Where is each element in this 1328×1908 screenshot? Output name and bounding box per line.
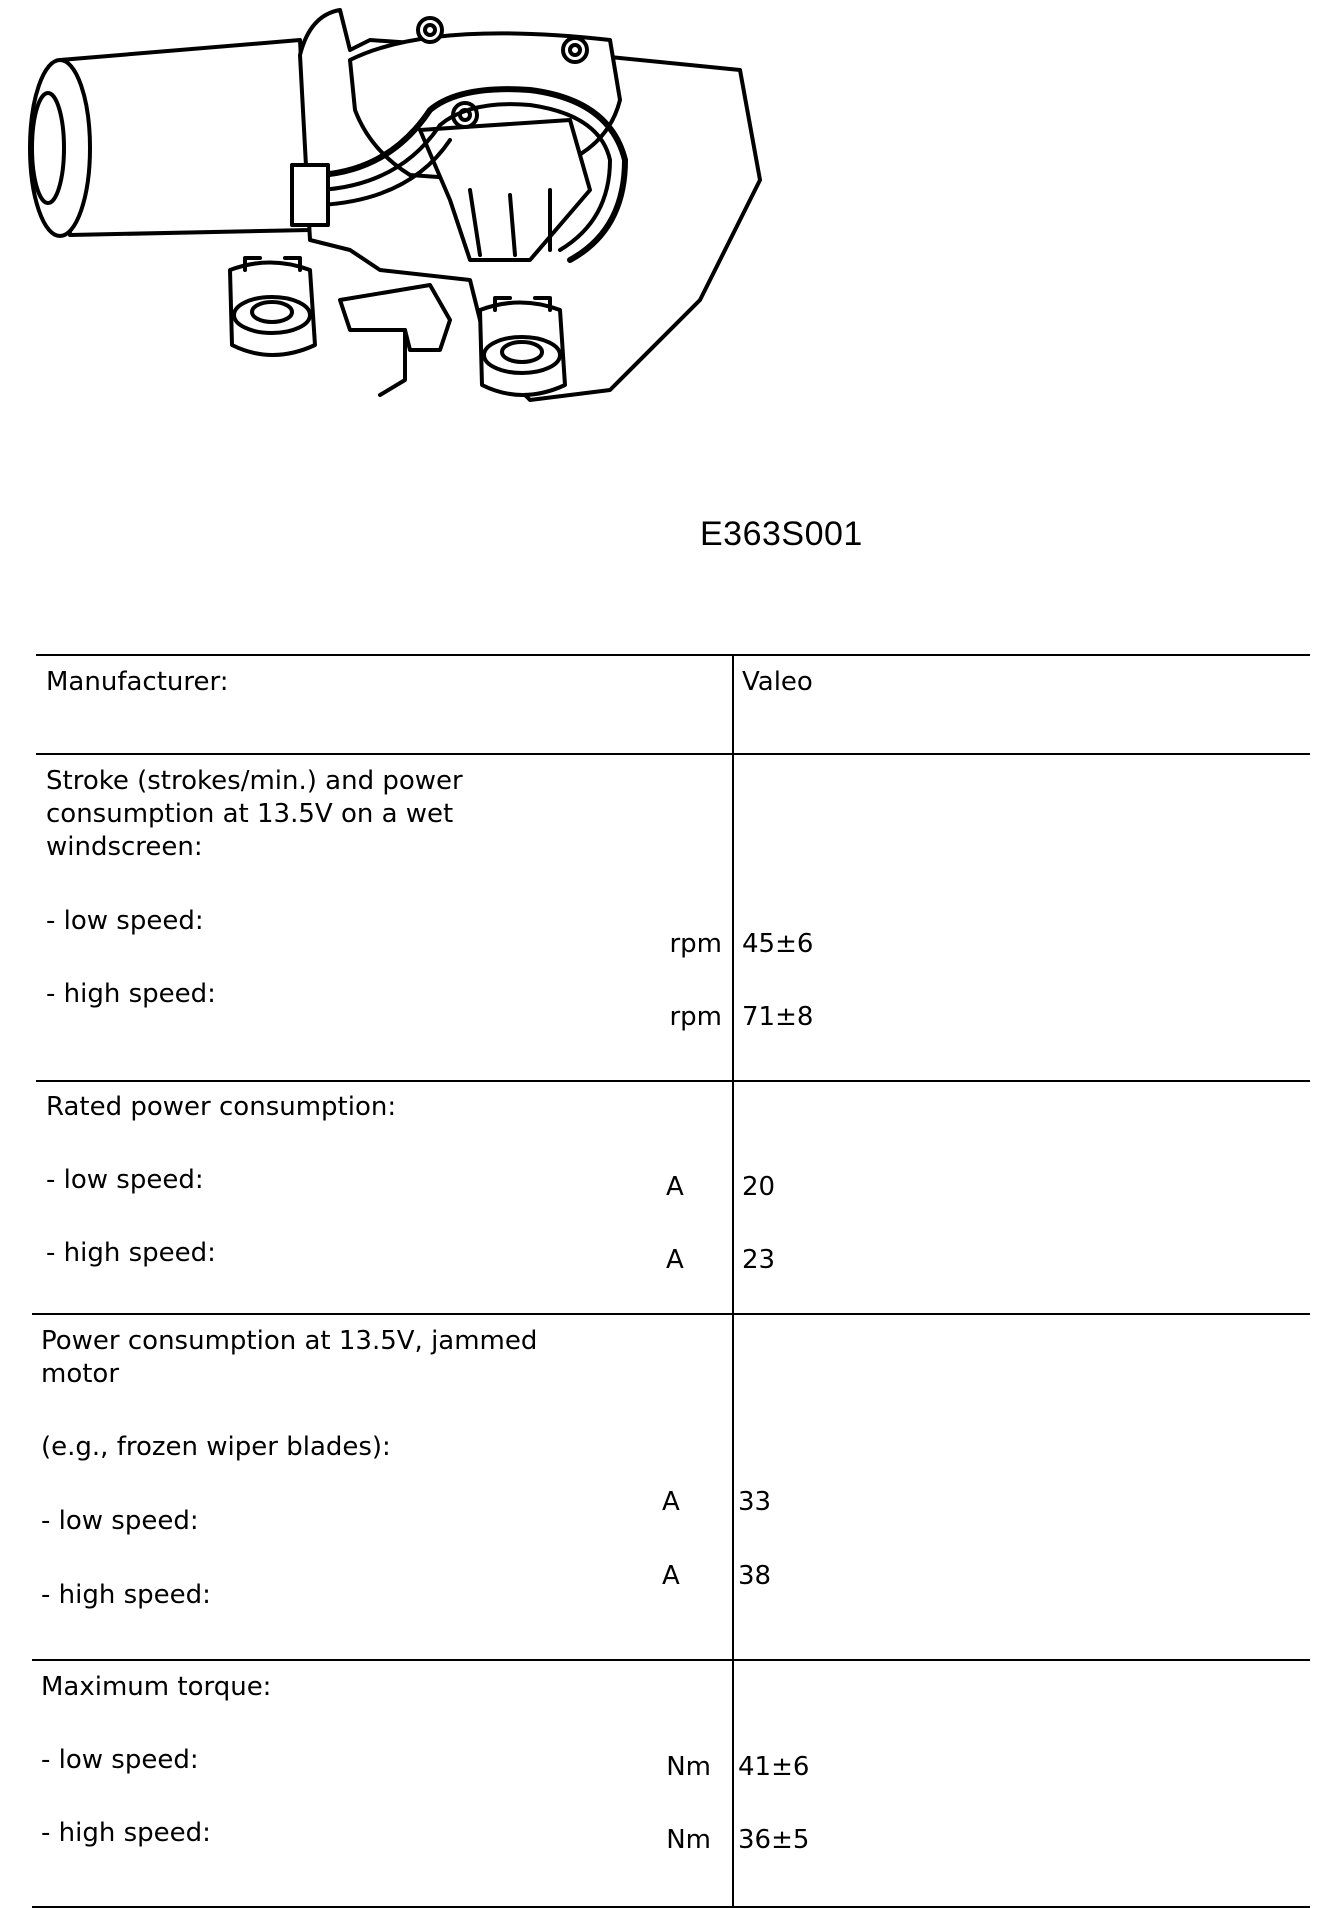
stroke-low-label: - low speed: [46, 906, 204, 936]
stroke-heading-line: consumption at 13.5V on a wet [46, 799, 454, 829]
stroke-high-value: 71±8 [742, 1002, 814, 1032]
jammed-low-unit: A [662, 1487, 680, 1517]
rated-high-label: - high speed: [46, 1238, 216, 1268]
wiper-motor-illustration [10, 0, 770, 440]
rated-high-value: 23 [742, 1245, 776, 1275]
stroke-low-unit: rpm [669, 929, 722, 959]
rated-low-label: - low speed: [46, 1165, 204, 1195]
torque-high-label: - high speed: [41, 1818, 211, 1848]
torque-low-value: 41±6 [738, 1752, 810, 1782]
jammed-example: (e.g., frozen wiper blades): [41, 1432, 391, 1462]
column-divider [732, 654, 734, 1906]
jammed-high-label: - high speed: [41, 1580, 211, 1610]
jammed-low-label: - low speed: [41, 1506, 199, 1536]
table-rule [36, 1080, 1310, 1082]
rated-high-unit: A [666, 1245, 684, 1275]
jammed-low-value: 33 [738, 1487, 772, 1517]
stroke-high-label: - high speed: [46, 979, 216, 1009]
stroke-heading-line: windscreen: [46, 832, 203, 862]
torque-high-value: 36±5 [738, 1825, 810, 1855]
jammed-heading-line: Power consumption at 13.5V, jammed [41, 1326, 538, 1356]
stroke-high-unit: rpm [669, 1002, 722, 1032]
jammed-high-unit: A [662, 1561, 680, 1591]
table-rule [32, 1313, 1310, 1315]
stroke-heading-line: Stroke (strokes/min.) and power [46, 766, 463, 796]
manufacturer-label: Manufacturer: [46, 667, 229, 697]
rated-low-value: 20 [742, 1172, 776, 1202]
jammed-heading-line: motor [41, 1359, 120, 1389]
figure-code: E363S001 [700, 515, 863, 553]
table-rule [36, 753, 1310, 755]
rated-low-unit: A [666, 1172, 684, 1202]
table-rule [32, 1659, 1310, 1661]
torque-low-unit: Nm [666, 1752, 711, 1782]
torque-high-unit: Nm [666, 1825, 711, 1855]
manufacturer-value: Valeo [742, 667, 813, 697]
torque-low-label: - low speed: [41, 1745, 199, 1775]
stroke-low-value: 45±6 [742, 929, 814, 959]
table-rule [36, 654, 1310, 656]
jammed-high-value: 38 [738, 1561, 772, 1591]
rated-heading: Rated power consumption: [46, 1092, 397, 1122]
torque-heading: Maximum torque: [41, 1672, 272, 1702]
